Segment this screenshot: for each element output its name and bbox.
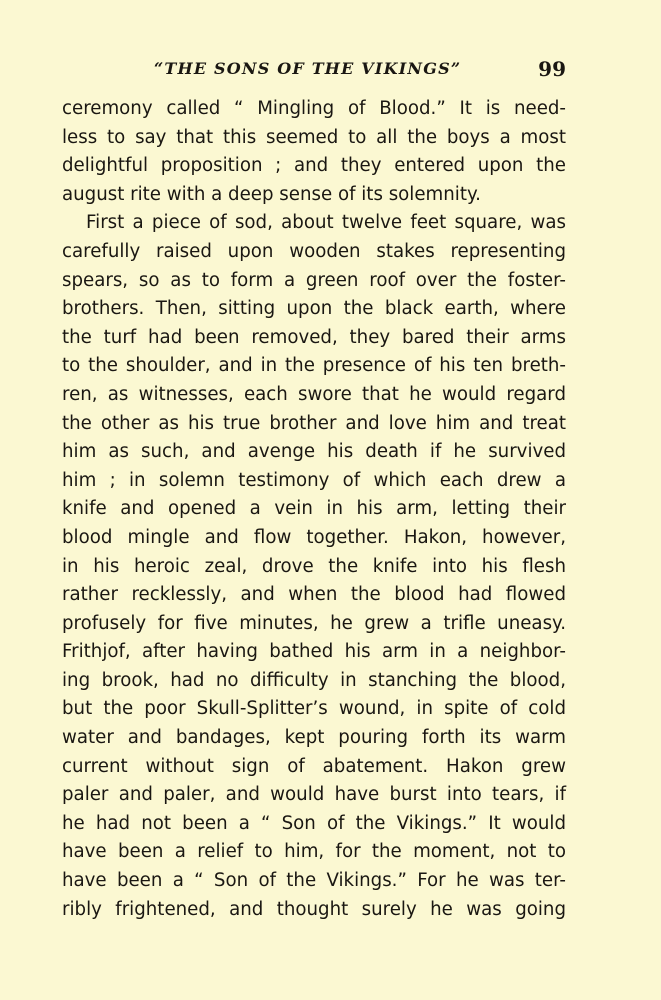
- text-line: ribly frightened, and thought surely he was going: [62, 898, 566, 920]
- text-line: less to say that this seemed to all the boys a most: [62, 126, 566, 148]
- text-line: the turf had been removed, they bared their arms: [62, 326, 566, 348]
- running-title: “THE SONS OF THE VIKINGS”: [154, 59, 462, 78]
- text-line: to the shoulder, and in the presence of his ten breth-: [62, 355, 566, 377]
- text-line: august rite with a deep sense of its solemnity.: [62, 183, 481, 205]
- text-line: blood mingle and flow together. Hakon, however,: [62, 526, 566, 548]
- text-line: ren, as witnesses, each swore that he would regard: [62, 383, 566, 405]
- text-line: paler and paler, and would have burst into tears, if: [62, 784, 566, 806]
- running-head: [62, 57, 566, 85]
- text-line: him ; in solemn testimony of which each drew a: [62, 469, 566, 491]
- page-number: 99: [538, 57, 566, 81]
- text-line: profusely for five minutes, he grew a trifle uneasy.: [62, 612, 566, 634]
- text-line: delightful proposition ; and they entered upon the: [62, 155, 566, 177]
- text-line: in his heroic zeal, drove the knife into his flesh: [62, 555, 566, 577]
- text-line: current without sign of abatement. Hakon grew: [62, 755, 566, 777]
- text-line: brothers. Then, sitting upon the black earth, where: [62, 298, 566, 320]
- text-line: but the poor Skull-Splitter’s wound, in spite of cold: [62, 698, 566, 720]
- text-line: him as such, and avenge his death if he survived: [62, 441, 566, 463]
- text-line: the other as his true brother and love him and treat: [62, 412, 566, 434]
- text-line: have been a “ Son of the Vikings.” For he was ter-: [62, 870, 566, 892]
- text-line: carefully raised upon wooden stakes representing: [62, 240, 566, 262]
- body-text: [62, 95, 566, 924]
- text-line: water and bandages, kept pouring forth its warm: [62, 727, 566, 749]
- text-line: he had not been a “ Son of the Vikings.” It would: [62, 812, 566, 834]
- text-line: First a piece of sod, about twelve feet square, was: [86, 212, 566, 234]
- text-line: ceremony called “ Mingling of Blood.” It is need-: [62, 98, 566, 119]
- text-line: rather recklessly, and when the blood had flowed: [62, 584, 566, 606]
- text-line: Frithjof, after having bathed his arm in a neighbor-: [62, 641, 566, 663]
- text-line: spears, so as to form a green roof over the foster-: [62, 269, 566, 291]
- text-line: have been a relief to him, for the moment, not to: [62, 841, 566, 863]
- text-line: knife and opened a vein in his arm, letting their: [62, 498, 566, 520]
- text-line: ing brook, had no difficulty in stanching the blood,: [62, 669, 566, 691]
